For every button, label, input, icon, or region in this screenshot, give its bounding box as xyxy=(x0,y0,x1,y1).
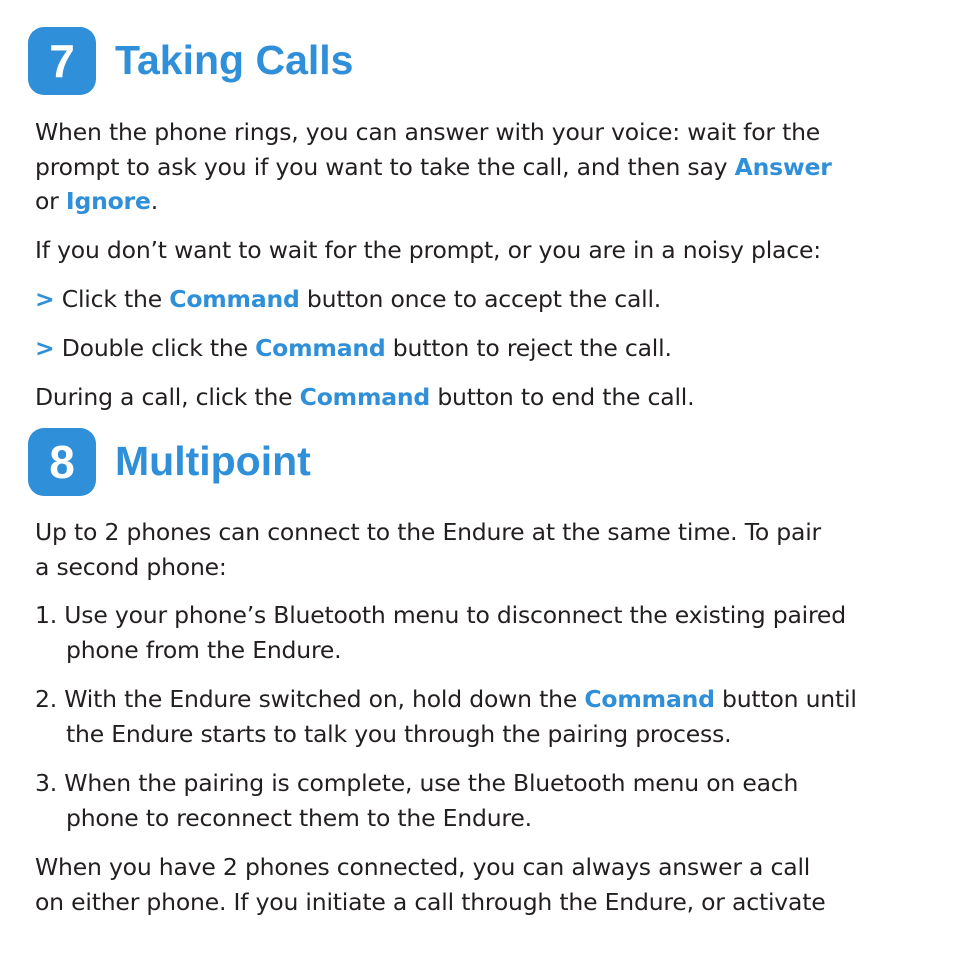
command-keyword: Command xyxy=(255,334,386,362)
bullet-arrow-icon: > xyxy=(35,285,55,313)
intro-line-1: When the phone rings, you can answer with your voice: wait for the xyxy=(35,118,821,146)
section-8-title: Multipoint xyxy=(115,438,311,484)
step-2: 2. With the Endure switched on, hold down the Command button until the Endure starts to talk you through the pairing process. xyxy=(35,685,857,748)
command-keyword: Command xyxy=(584,685,715,713)
taking-calls-intro: When the phone rings, you can answer with your voice: wait for the prompt to ask you if you want to take the call, and then say Answer or Ignore. xyxy=(35,118,832,215)
bullet-reject-call: > Double click the Command button to reject the call. xyxy=(35,334,672,362)
noisy-place-text: If you don’t want to wait for the prompt, or you are in a noisy place: xyxy=(35,236,821,264)
multipoint-intro: Up to 2 phones can connect to the Endure at the same time. To pair a second phone: xyxy=(35,518,822,581)
section-8-number-badge: 8 xyxy=(28,428,96,496)
command-keyword: Command xyxy=(299,383,431,411)
answer-keyword: Answer xyxy=(734,152,832,181)
intro-line-3: or xyxy=(35,187,66,215)
intro-line-2: prompt to ask you if you want to take the call, and then say xyxy=(35,152,735,181)
section-8-header xyxy=(28,428,928,496)
multipoint-outro: When you have 2 phones connected, you can always answer a call on either phone. If you initiate a call through the Endure, or activate xyxy=(35,853,826,916)
section-7-header xyxy=(28,27,928,95)
during-call-text: During a call, click the Command button to end the call. xyxy=(35,383,695,411)
section-7-number-badge: 7 xyxy=(28,27,96,95)
command-keyword: Command xyxy=(169,285,300,313)
ignore-keyword: Ignore xyxy=(65,187,151,215)
section-7-title: Taking Calls xyxy=(115,37,354,83)
step-1: 1. Use your phone’s Bluetooth menu to disconnect the existing paired phone from the Endure. xyxy=(35,601,846,664)
bullet-accept-call: > Click the Command button once to accept the call. xyxy=(35,285,662,313)
bullet-arrow-icon: > xyxy=(35,334,55,362)
step-3: 3. When the pairing is complete, use the Bluetooth menu on each phone to reconnect them to the Endure. xyxy=(35,769,799,832)
